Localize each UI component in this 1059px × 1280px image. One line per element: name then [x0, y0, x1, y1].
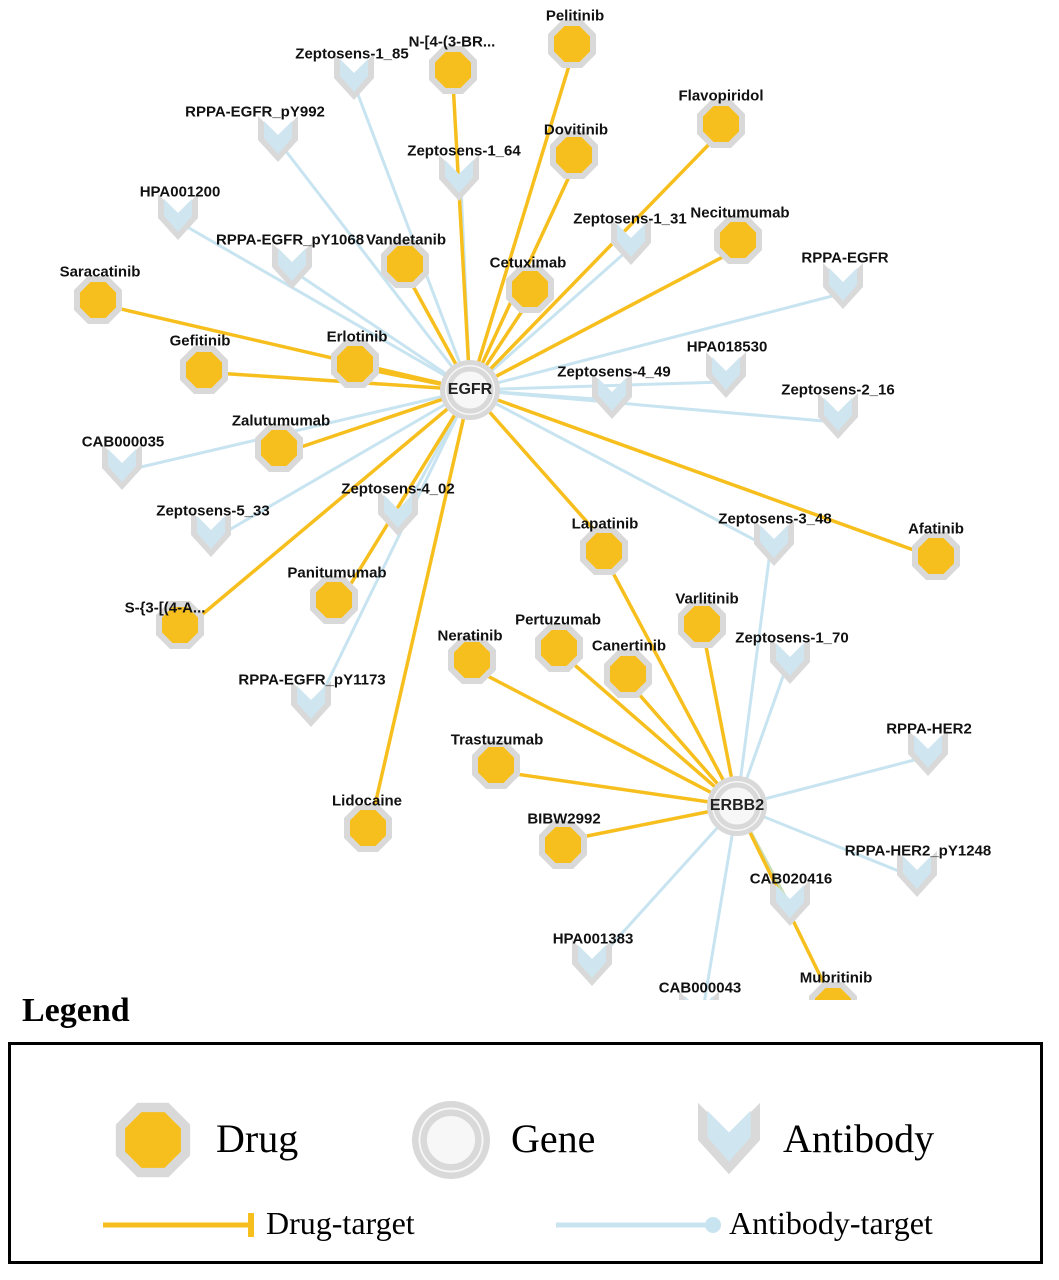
drug-node[interactable]	[809, 982, 857, 1000]
drug-node[interactable]	[156, 601, 204, 649]
drug-node[interactable]	[714, 216, 762, 264]
legend-antibody-edge	[556, 1217, 721, 1233]
drug-label: Mubritinib	[799, 969, 873, 987]
antibody-node[interactable]	[102, 444, 142, 490]
legend-label-drug-target: Drug-target	[266, 1205, 415, 1241]
drug-node[interactable]	[912, 532, 960, 580]
antibody-nodes[interactable]	[102, 54, 948, 1000]
drug-label: Neratinib	[437, 627, 503, 645]
antibody-label: Zeptosens-1_70	[735, 629, 849, 647]
drug-label: BIBW2992	[527, 810, 601, 828]
drug-node[interactable]	[548, 20, 596, 68]
antibody-node[interactable]	[897, 851, 937, 897]
drug-label: Erlotinib	[326, 328, 388, 346]
antibody-label: Zeptosens-1_64	[407, 142, 521, 160]
drug-label: Varlitinib	[675, 590, 739, 608]
antibody-label: HPA018530	[686, 338, 768, 356]
drug-node[interactable]	[535, 624, 583, 672]
antibody-label: RPPA-EGFR_pY1068	[215, 231, 365, 249]
drug-label: Lapatinib	[571, 515, 639, 533]
drug-node[interactable]	[539, 821, 587, 869]
antibody-label: Zeptosens-4_02	[341, 480, 455, 498]
legend-label-antibody: Antibody	[783, 1116, 935, 1161]
drug-node[interactable]	[74, 276, 122, 324]
drug-label: Cetuximab	[489, 254, 567, 272]
gene-node-egfr[interactable]	[440, 360, 500, 420]
drug-label: S-{3-[(4-A...	[124, 599, 206, 617]
antibody-node[interactable]	[334, 54, 374, 100]
antibody-target-edges	[128, 84, 922, 1000]
legend-drug-edge	[103, 1213, 251, 1237]
antibody-label: CAB000043	[658, 979, 742, 997]
antibody-label: RPPA-EGFR	[801, 249, 889, 267]
gene-label-erbb2: ERBB2	[709, 797, 765, 814]
drug-label: Pertuzumab	[515, 611, 601, 629]
drug-label: Trastuzumab	[450, 731, 544, 749]
drug-node[interactable]	[678, 600, 726, 648]
drug-label: Dovitinib	[543, 121, 609, 139]
drug-node[interactable]	[448, 636, 496, 684]
drug-label: Flavopiridol	[678, 87, 764, 105]
drug-label: Necitumumab	[690, 204, 790, 222]
antibody-node[interactable]	[818, 393, 858, 439]
drug-node[interactable]	[580, 527, 628, 575]
antibody-label: Zeptosens-5_33	[156, 502, 270, 520]
gene-node-erbb2[interactable]	[707, 776, 767, 836]
drug-nodes[interactable]	[74, 20, 960, 1000]
antibody-label: HPA001383	[552, 930, 634, 948]
legend-gene-icon	[412, 1101, 490, 1179]
drug-node[interactable]	[331, 340, 379, 388]
drug-label: N-[4-(3-BR...	[408, 33, 496, 51]
antibody-node[interactable]	[158, 194, 198, 240]
antibody-label: RPPA-EGFR_pY992	[185, 103, 325, 121]
legend-title: Legend	[22, 992, 130, 1029]
antibody-node[interactable]	[572, 940, 612, 986]
antibody-node[interactable]	[770, 880, 810, 926]
drug-node[interactable]	[429, 46, 477, 94]
antibody-label: Zeptosens-3_48	[718, 510, 832, 528]
drug-label: Afatinib	[908, 520, 964, 538]
antibody-node[interactable]	[258, 116, 298, 162]
drug-label: Lidocaine	[331, 792, 403, 810]
drug-node[interactable]	[472, 741, 520, 789]
antibody-node[interactable]	[191, 511, 231, 557]
antibody-node[interactable]	[770, 638, 810, 684]
drug-node[interactable]	[344, 804, 392, 852]
legend-drug-icon	[116, 1103, 190, 1177]
drug-label: Panitumumab	[287, 564, 387, 582]
antibody-label: CAB000035	[81, 433, 165, 451]
drug-node[interactable]	[604, 650, 652, 698]
antibody-node[interactable]	[706, 352, 746, 398]
antibody-label: Zeptosens-2_16	[781, 381, 895, 399]
drug-label: Pelitinib	[545, 7, 605, 25]
drug-node[interactable]	[310, 576, 358, 624]
antibody-label: RPPA-HER2_pY1248	[844, 842, 992, 860]
drug-node[interactable]	[506, 265, 554, 313]
antibody-node[interactable]	[908, 730, 948, 776]
antibody-node[interactable]	[272, 243, 312, 289]
antibody-label: HPA001200	[139, 183, 221, 201]
drug-node[interactable]	[255, 424, 303, 472]
drug-label: Zalutumumab	[231, 412, 331, 430]
legend-label-gene: Gene	[511, 1116, 596, 1161]
antibody-label: RPPA-HER2	[886, 720, 972, 738]
legend-label-drug: Drug	[216, 1116, 299, 1161]
antibody-label: CAB020416	[749, 870, 833, 888]
antibody-node[interactable]	[592, 373, 632, 419]
drug-node[interactable]	[381, 240, 429, 288]
legend-box	[8, 1042, 1043, 1264]
antibody-node[interactable]	[754, 520, 794, 566]
drug-node[interactable]	[550, 131, 598, 179]
antibody-label: RPPA-EGFR_pY1173	[238, 671, 386, 689]
gene-label-egfr: EGFR	[447, 381, 493, 398]
antibody-node[interactable]	[291, 681, 331, 727]
drug-node[interactable]	[180, 346, 228, 394]
legend-antibody-icon	[698, 1103, 760, 1174]
antibody-label: Zeptosens-1_85	[295, 45, 409, 63]
drug-label: Canertinib	[591, 637, 667, 655]
drug-label: Gefitinib	[169, 332, 231, 350]
legend-label-antibody-target: Antibody-target	[729, 1205, 933, 1241]
antibody-node[interactable]	[823, 263, 863, 309]
antibody-node[interactable]	[679, 991, 719, 1000]
drug-label: Vandetanib	[365, 231, 447, 249]
drug-node[interactable]	[697, 100, 745, 148]
drug-label: Saracatinib	[59, 263, 141, 281]
antibody-label: Zeptosens-1_31	[573, 210, 687, 228]
antibody-label: Zeptosens-4_49	[557, 363, 671, 381]
